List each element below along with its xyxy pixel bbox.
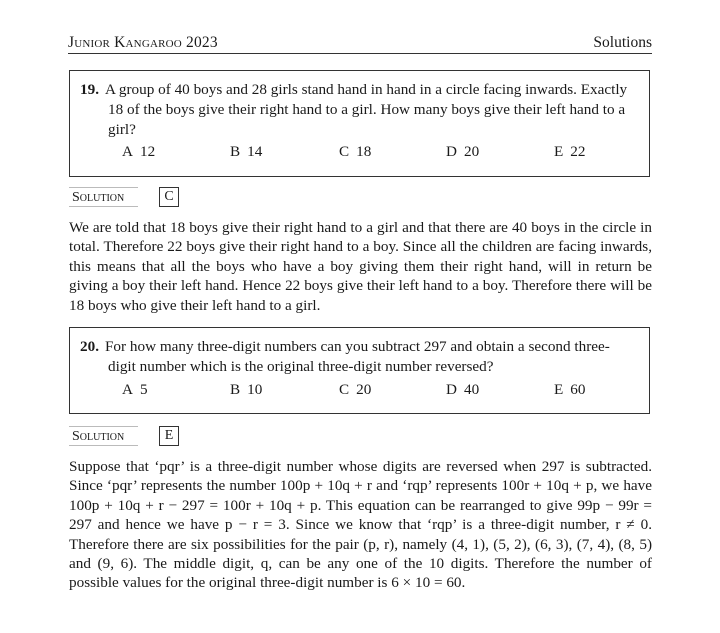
option-letter: D (446, 143, 457, 160)
option-d (446, 143, 479, 161)
option-letter: A (122, 381, 133, 398)
option-letter: C (339, 143, 350, 160)
solution-19-text: We are told that 18 boys give their right hand to a girl and that there are 40 boys in the circle in total. Therefore 22 boys give their right hand to a boy. Since all the children are facing inwards, this means that all the boys who have a boy giving them their right hand, will in return be giving a boy their left hand. Hence 22 boys give their left hand to a boy. Therefore there will be 18 boys who give their left hand to a girl. (69, 219, 652, 314)
option-value: 14 (247, 143, 263, 160)
option-c (339, 381, 371, 399)
question-20-number: 20. (80, 338, 99, 355)
header-rule (68, 53, 652, 54)
answer-box: E (159, 426, 179, 446)
option-value: 18 (356, 143, 372, 160)
question-19-number: 19. (80, 81, 99, 98)
solution-label: Solution (69, 426, 138, 446)
option-letter: D (446, 381, 457, 398)
question-19-options (122, 143, 649, 163)
option-a (122, 381, 148, 399)
option-letter: B (230, 143, 241, 160)
question-19-box (69, 70, 650, 177)
question-19-text: A group of 40 boys and 28 girls stand hand in hand in a circle facing inwards. Exactly 18 of the boys give their right hand to a girl. How many boys give their left hand to a girl? (104, 81, 628, 138)
question-20-options (122, 381, 649, 401)
option-b (230, 381, 262, 399)
option-value: 22 (570, 143, 586, 160)
option-letter: E (554, 143, 564, 160)
option-value: 20 (463, 143, 480, 160)
header-section: Solutions (593, 34, 652, 51)
option-value: 40 (463, 381, 480, 398)
solution-20-text: Suppose that ‘pqr’ is a three-digit number whose digits are reversed when 297 is subtracted. Since ‘pqr’ represents the number 100p + 10q + r and ‘rqp’ represents 100r + 10q + p, we have 100p + 10q + r − 297 = 100r + 10q + p. This equation can be rearranged to give 99p − 99r = 297 and hence we have p − r = 3. Since we know that ‘rqp’ is a three-digit number, r ≠ 0. Therefore there are six possibilities for the pair (p, r), namely (4, 1), (5, 2), (6, 3), (7, 4), (8, 5) and (9, 6). The middle digit, q, can be any one of the 10 digits. Therefore the number of possible values for the original three-digit number is 6 × 10 = 60. (69, 458, 652, 592)
option-letter: E (554, 381, 564, 398)
option-value: 20 (356, 381, 372, 398)
option-c (339, 143, 371, 161)
question-20-text-block (80, 337, 635, 377)
option-a (122, 143, 155, 161)
solution-label: Solution (69, 187, 138, 207)
question-19-text-block (80, 80, 635, 140)
option-value: 60 (570, 381, 586, 398)
option-b (230, 143, 262, 161)
page-header (68, 34, 652, 54)
question-20-box (69, 327, 650, 414)
question-20-text: For how many three-digit numbers can you subtract 297 and obtain a second three-digit number which is the original three-digit number reversed? (104, 338, 610, 375)
option-value: 10 (247, 381, 263, 398)
option-value: 12 (139, 143, 156, 160)
option-e (554, 381, 585, 399)
option-letter: A (122, 143, 133, 160)
answer-box: C (159, 187, 179, 207)
header-title: Junior Kangaroo 2023 (68, 34, 218, 51)
option-d (446, 381, 479, 399)
option-value: 5 (139, 381, 148, 398)
option-letter: C (339, 381, 350, 398)
option-e (554, 143, 585, 161)
option-letter: B (230, 381, 241, 398)
